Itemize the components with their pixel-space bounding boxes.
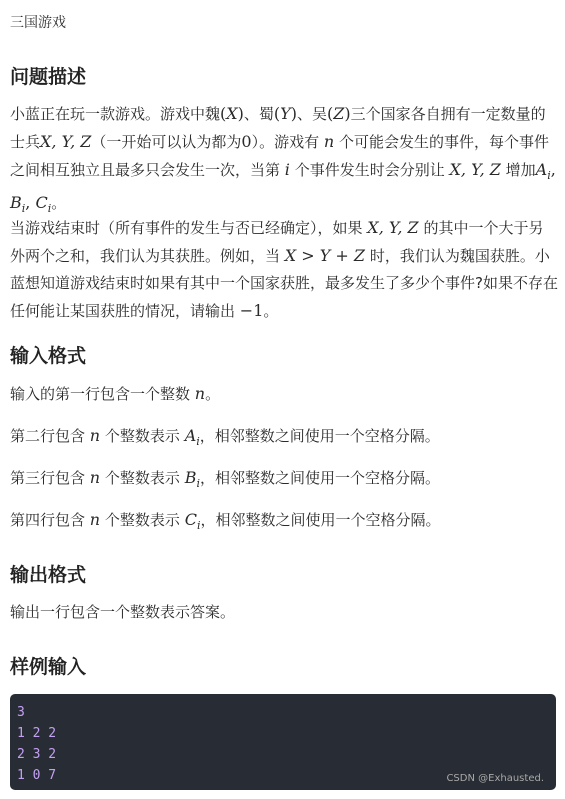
output-line: 输出一行包含一个整数表示答案。	[10, 603, 236, 621]
math: (X)	[220, 104, 244, 123]
text: 第三行包含	[10, 469, 86, 487]
text: 、蜀	[243, 105, 274, 123]
math: ,	[25, 193, 36, 212]
math-b: B	[10, 193, 22, 212]
code-line-2: 1 2 2	[17, 726, 57, 741]
math-sub: i	[196, 477, 200, 490]
text: 个可能会发生的事件，每个事件之间相互独立且最多只会发生一次，当第	[10, 133, 549, 179]
csdn-watermark: CSDN @Exhausted.	[446, 773, 544, 784]
input-line-1	[10, 380, 558, 408]
math-zero: 0	[241, 132, 252, 151]
text: 个事件发生时会分别让	[294, 161, 445, 179]
text: ，相邻整数之间使用一个空格分隔。	[199, 469, 440, 487]
math: ,	[550, 160, 556, 179]
text: 时，我们认为魏国获胜。小蓝想知道游戏结束时如果有其中一个国家获胜，最多发生了多少个事件?如果不存在任何能让某国获胜的情况，请输出	[10, 247, 558, 320]
input-line-3	[10, 464, 558, 497]
sample-input-code-block[interactable]	[10, 694, 556, 790]
text: 个整数表示	[104, 511, 180, 529]
text: 个整数表示	[104, 469, 180, 487]
text: 的其中一个大于另外两个之和，我们认为其获胜。例如，当	[10, 219, 544, 265]
math-sub: i	[196, 519, 201, 532]
sample-heading: 样例输入	[10, 656, 87, 678]
math-var: Z	[333, 104, 345, 123]
math-var: Y	[280, 104, 291, 123]
math-xyz: X, Y, Z	[367, 218, 419, 237]
math-n: n	[194, 384, 206, 403]
problem-heading: 问题描述	[10, 66, 87, 88]
text: 第四行包含	[10, 511, 86, 529]
text: 输入的第一行包含一个整数	[10, 385, 191, 403]
problem-paragraph-1	[10, 100, 558, 222]
math-i: i	[284, 160, 290, 179]
math-n: n	[323, 132, 335, 151]
code-line-3: 2 3 2	[17, 747, 57, 762]
math-var: X	[226, 104, 238, 123]
math-condition: X > Y + Z	[284, 246, 366, 265]
math-c: C	[35, 193, 48, 212]
math-sub: i	[21, 202, 26, 215]
text: 。	[205, 385, 221, 403]
math-n: n	[89, 468, 101, 487]
text: 小蓝正在玩一款游戏。游戏中魏	[10, 105, 221, 123]
math-a: A	[184, 426, 197, 445]
math: (Y)	[273, 104, 297, 123]
input-line-4	[10, 506, 558, 539]
code-line-1: 3	[17, 705, 25, 720]
page-title: 三国游戏	[10, 15, 66, 31]
math-a: A	[535, 160, 548, 179]
math-c: C	[184, 510, 197, 529]
math-xyz: X, Y, Z	[449, 160, 501, 179]
text: （一开始可以认为都为	[91, 133, 242, 151]
math-sub: i	[196, 435, 200, 448]
math-b: B	[184, 468, 197, 487]
text: 第二行包含	[10, 427, 86, 445]
text: ）。游戏有	[251, 133, 320, 151]
output-heading: 输出格式	[10, 564, 87, 586]
text: 。	[51, 194, 67, 212]
code-line-4: 1 0 7	[17, 768, 57, 783]
text: ，相邻整数之间使用一个空格分隔。	[200, 511, 441, 529]
math-xyz: X, Y, Z	[40, 132, 92, 151]
input-line-2	[10, 422, 558, 455]
text: 三个国家各自拥有一定数量的士兵	[10, 105, 546, 151]
math-n: n	[89, 426, 101, 445]
text: 个整数表示	[104, 427, 180, 445]
math: (Z)	[327, 104, 351, 123]
text: 、吴	[296, 105, 327, 123]
text: 。	[263, 302, 279, 320]
math-sub: i	[47, 202, 52, 215]
text: 当游戏结束时（所有事件的发生与否已经确定），如果	[10, 219, 363, 237]
text: ，相邻整数之间使用一个空格分隔。	[199, 427, 440, 445]
math-neg-one: −1	[239, 301, 264, 320]
math-n: n	[89, 510, 101, 529]
input-heading: 输入格式	[10, 345, 87, 367]
code-content	[17, 702, 56, 786]
problem-paragraph-2	[10, 214, 558, 325]
text: 增加	[505, 161, 536, 179]
math-sub: i	[547, 169, 551, 182]
